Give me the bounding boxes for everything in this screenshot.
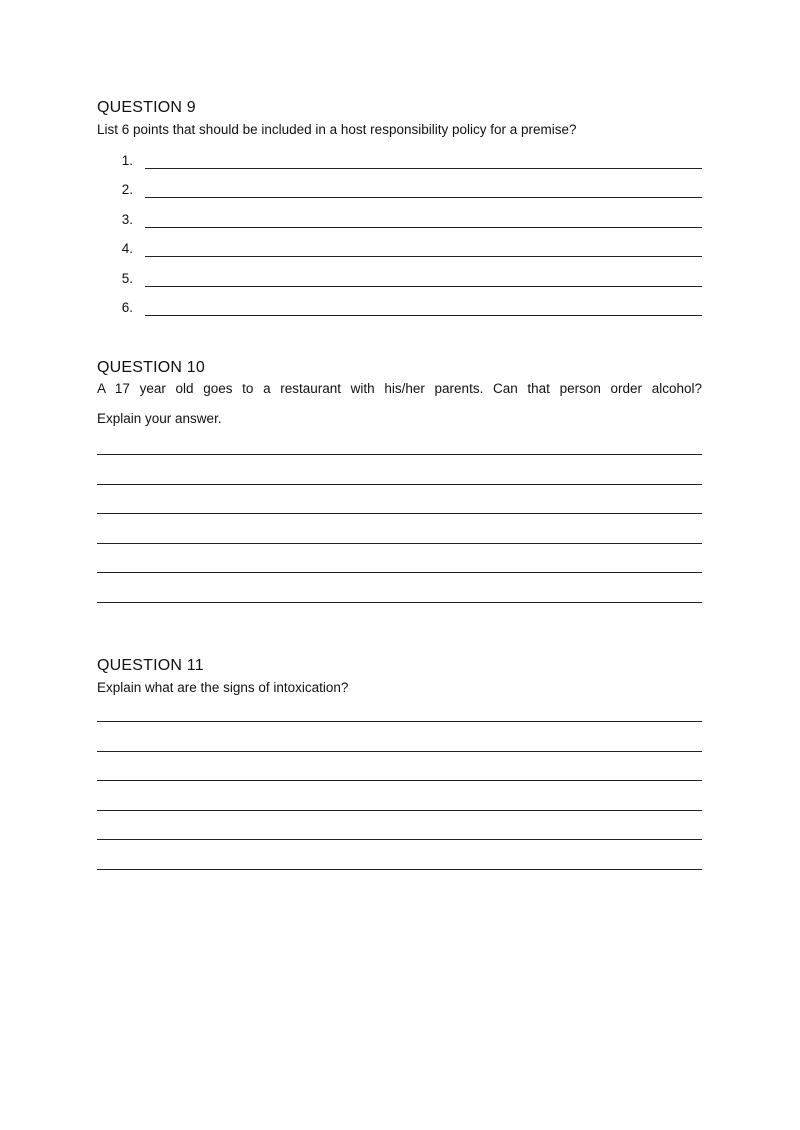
answer-line[interactable] [97,543,702,544]
answer-row-2[interactable] [97,181,702,201]
answer-line[interactable] [145,256,702,257]
item-number: 3. [121,212,133,227]
answer-line[interactable] [97,810,702,811]
answer-line[interactable] [97,839,702,840]
question-11-title: QUESTION 11 [97,657,204,674]
question-10-prompt: A 17 year old goes to a restaurant with his/her parents. Can that person order alcohol? [97,381,702,396]
answer-line[interactable] [97,484,702,485]
answer-row-5[interactable] [97,270,702,290]
question-9-title: QUESTION 9 [97,99,196,116]
question-11-prompt: Explain what are the signs of intoxication? [97,680,349,695]
answer-line[interactable] [145,286,702,287]
answer-line[interactable] [97,869,702,870]
item-number: 2. [121,182,133,197]
answer-line[interactable] [97,513,702,514]
answer-line[interactable] [97,751,702,752]
answer-line[interactable] [97,780,702,781]
answer-line[interactable] [145,197,702,198]
item-number: 1. [121,153,133,168]
answer-row-1[interactable] [97,152,702,172]
answer-row-6[interactable] [97,299,702,319]
answer-line[interactable] [97,454,702,455]
answer-line[interactable] [145,227,702,228]
answer-row-3[interactable] [97,211,702,231]
answer-line[interactable] [145,315,702,316]
question-9-prompt: List 6 points that should be included in a host responsibility policy for a premise? [97,122,577,137]
question-10-sub-prompt: Explain your answer. [97,411,222,426]
answer-row-4[interactable] [97,240,702,260]
answer-line[interactable] [145,168,702,169]
answer-line[interactable] [97,721,702,722]
answer-line[interactable] [97,602,702,603]
question-10-title: QUESTION 10 [97,359,206,376]
item-number: 4. [121,241,133,256]
item-number: 5. [121,271,133,286]
answer-line[interactable] [97,572,702,573]
item-number: 6. [121,300,133,315]
